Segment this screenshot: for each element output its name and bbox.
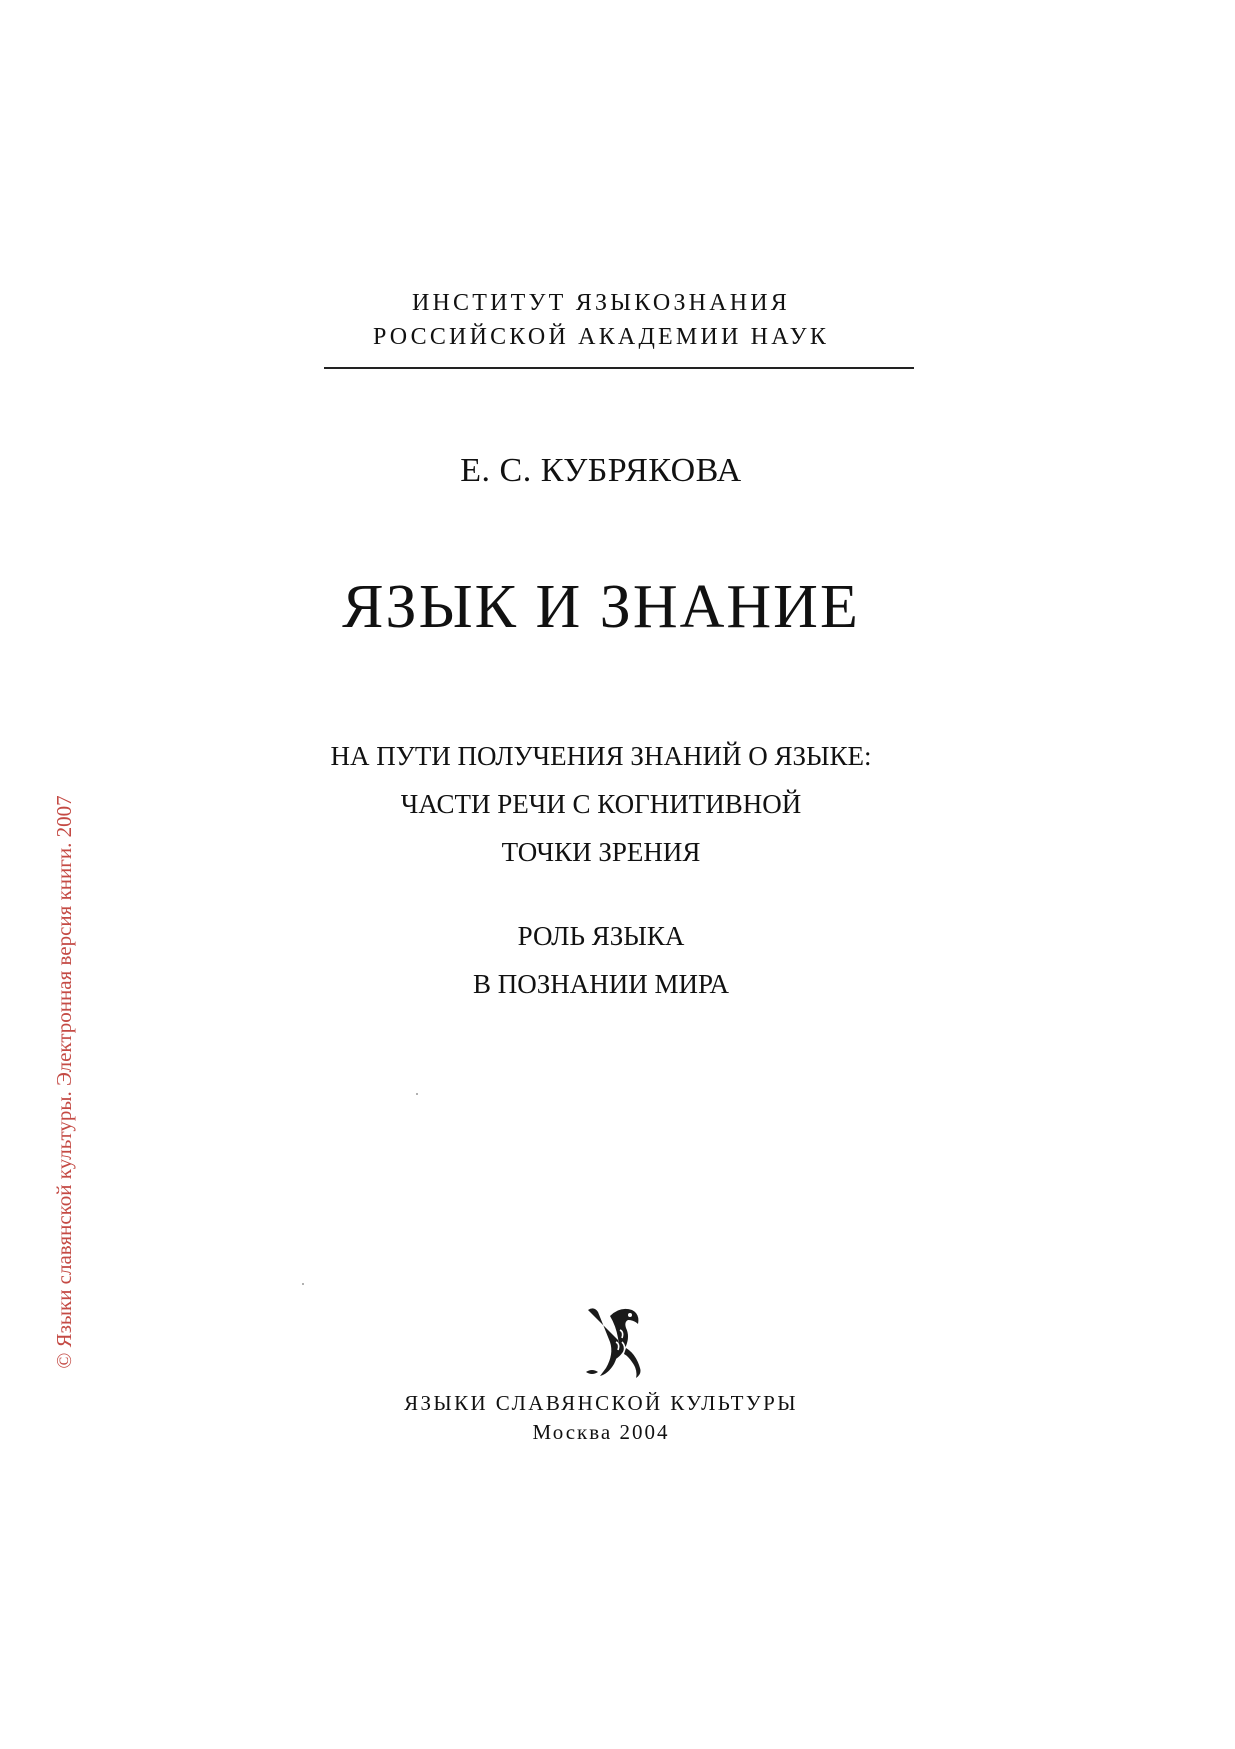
institute-line-1: ИНСТИТУТ ЯЗЫКОЗНАНИЯ — [411, 290, 791, 316]
subtitle-2-line-2: В ПОЗНАНИИ МИРА — [472, 969, 730, 999]
subtitle-1-line-2: ЧАСТИ РЕЧИ С КОГНИТИВНОЙ — [400, 789, 802, 819]
copyright-side-note — [44, 762, 84, 1402]
subtitle-2-line-1: РОЛЬ ЯЗЫКА — [517, 921, 685, 951]
publication-city-year: Москва 2004 — [532, 1420, 670, 1444]
subtitle-1-line-3: ТОЧКИ ЗРЕНИЯ — [501, 837, 701, 867]
book-title: ЯЗЫК И ЗНАНИЕ — [342, 573, 860, 641]
publisher-bird-logo-icon — [580, 1302, 648, 1380]
author-name: Е. С. КУБРЯКОВА — [460, 452, 742, 489]
publisher-name: ЯЗЫКИ СЛАВЯНСКОЙ КУЛЬТУРЫ — [404, 1391, 798, 1415]
scan-speck — [416, 1093, 418, 1095]
subtitle-part-2 — [290, 912, 912, 1008]
scan-speck — [302, 1283, 304, 1285]
header-divider — [324, 367, 914, 369]
institute-line-2: РОССИЙСКОЙ АКАДЕМИИ НАУК — [372, 324, 830, 350]
subtitle-1-line-1: НА ПУТИ ПОЛУЧЕНИЯ ЗНАНИЙ О ЯЗЫКЕ: — [330, 741, 872, 771]
subtitle-part-1 — [290, 732, 912, 876]
institute-header — [290, 286, 912, 354]
copyright-side-note-text: © Языки славянской культуры. Электронная версия книги. 2007 — [52, 795, 76, 1369]
